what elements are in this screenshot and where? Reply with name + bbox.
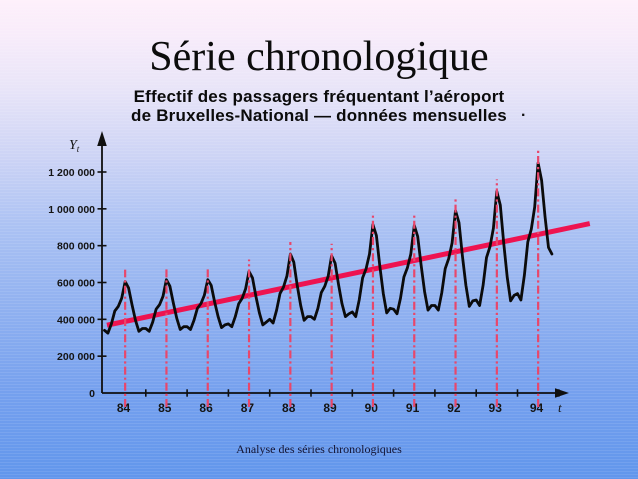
y-tick-label: 1 200 000 [48, 167, 95, 179]
y-tick-label: 400 000 [57, 314, 95, 327]
x-axis-arrow-icon [555, 388, 569, 398]
y-tick-label: 1 000 000 [48, 203, 95, 216]
x-tick-label: 92 [447, 401, 461, 415]
x-tick-label: 94 [529, 401, 544, 415]
trend-line [107, 224, 590, 326]
x-tick-label: 85 [158, 401, 172, 415]
subtitle-line-1: Effectif des passagers fréquentant l’aéroport [133, 87, 505, 106]
y-axis-letter: $Y_t$ [69, 138, 80, 154]
x-axis-letter: t [558, 400, 562, 415]
y-tick-label: 600 000 [57, 277, 95, 290]
y-tick-label: 800 000 [57, 240, 95, 253]
y-axis-arrow-icon [97, 131, 107, 146]
x-tick-label: 84 [116, 401, 131, 415]
slide-footer: Analyse des séries chronologiques [236, 442, 402, 456]
subtitle-line-2: de Bruxelles-National — données mensuelles [131, 106, 507, 125]
y-tick-label: 200 000 [57, 351, 95, 364]
x-tick-label: 87 [240, 401, 255, 415]
x-tick-label: 86 [199, 401, 213, 415]
subtitle-period: . [521, 103, 526, 120]
y-tick-label: 0 [89, 388, 95, 400]
x-tick-label: 91 [405, 401, 420, 415]
x-tick-label: 88 [282, 401, 296, 415]
x-tick-label: 90 [364, 401, 378, 415]
x-tick-label: 93 [488, 401, 502, 415]
page-title: Série chronologique [149, 34, 489, 80]
x-tick-label: 89 [323, 401, 337, 415]
